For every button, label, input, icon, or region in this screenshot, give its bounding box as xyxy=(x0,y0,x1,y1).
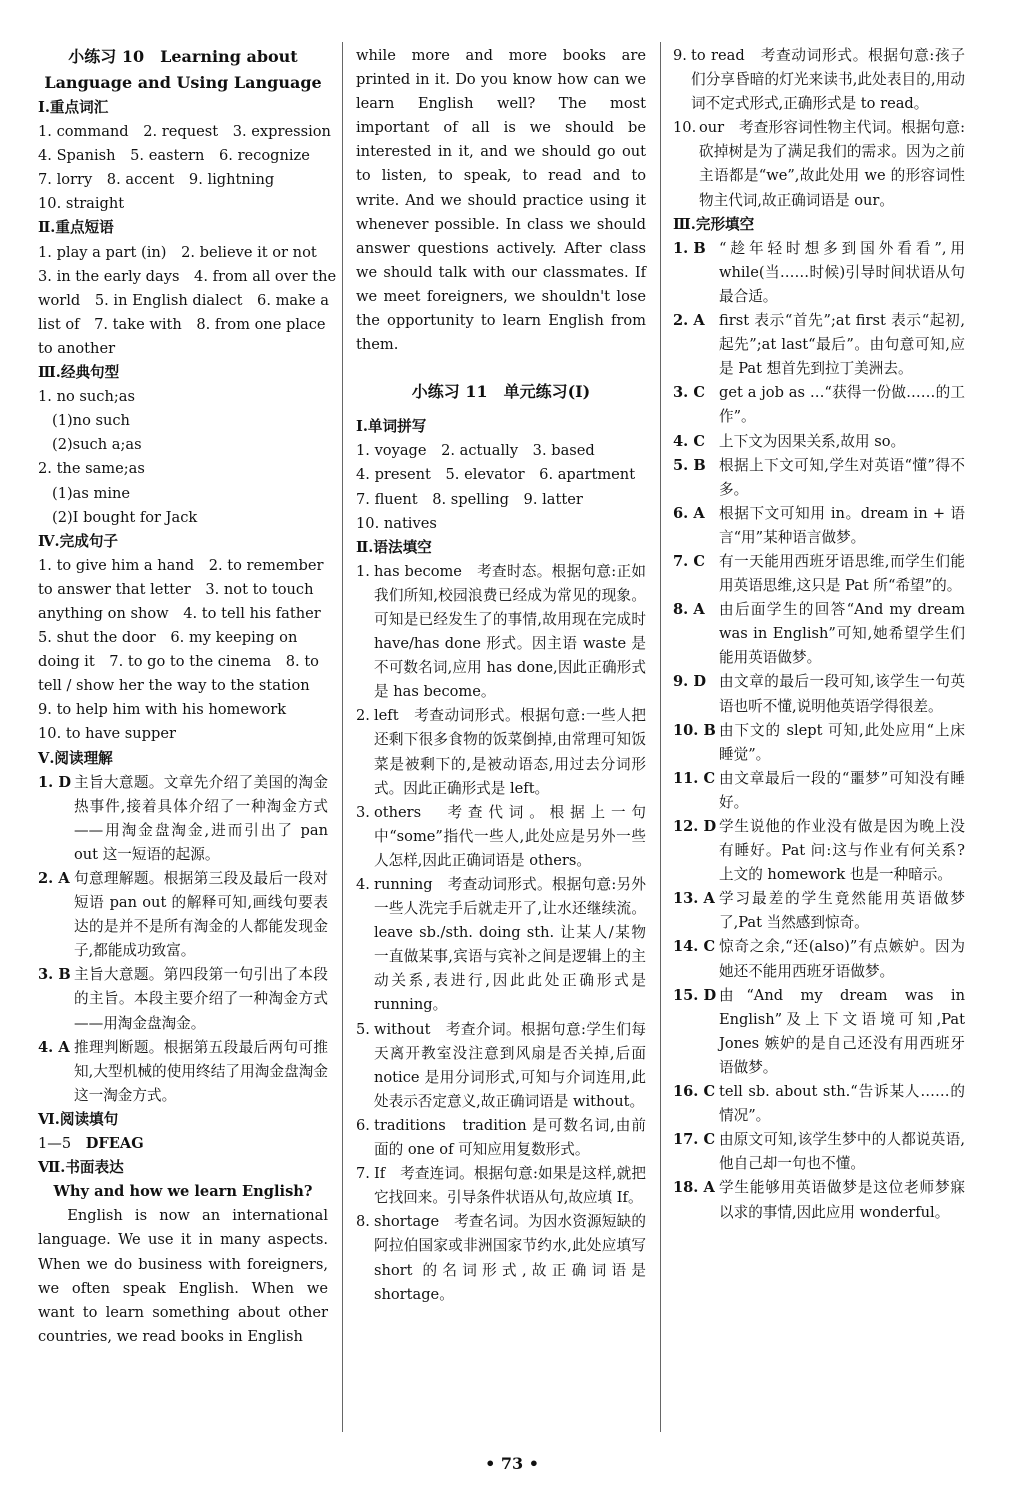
answer-line: world 5. in English dialect 6. make a xyxy=(38,291,329,309)
cloze-answer xyxy=(673,984,965,1080)
answer-line: 2. the same;as xyxy=(38,460,145,478)
column-3 xyxy=(673,44,965,1225)
cloze-answer xyxy=(673,430,965,454)
answer-line: 1. to give him a hand 2. to remember xyxy=(38,556,324,574)
cloze-answer xyxy=(673,719,965,767)
answer-line: 3. in the early days 4. from all over the xyxy=(38,267,337,285)
answer-line: anything on show 4. to tell his father xyxy=(38,604,321,622)
answer-line: (1)as mine xyxy=(52,484,131,502)
answer-line: 1. command 2. request 3. expression xyxy=(38,123,331,141)
answer-explanation: 惊奇之余,“还(also)”有点嫉妒。因为她还不能用西班牙语做梦。 xyxy=(719,938,965,980)
essay-paragraph: English is now an international language. We use it in many aspects. When we do business with foreigners, we often speak English. When we want to learn something about other countries, we read books in English xyxy=(38,1207,328,1345)
reading-answer xyxy=(38,963,328,1035)
grammar-answer xyxy=(673,44,965,116)
answer-number: 10. B xyxy=(673,721,716,739)
answer-number: 2. A xyxy=(673,312,705,330)
grammar-answer xyxy=(356,560,646,705)
answer-explanation: to read 考查动词形式。根据句意:孩子们分享昏暗的灯光来读书,此处表目的,用动词不定式形式,正确形式是 to read。 xyxy=(691,47,965,113)
answer-explanation: get a job as …“获得一份做……的工作”。 xyxy=(719,384,965,426)
answer-line: list of 7. take with 8. from one place xyxy=(38,315,326,333)
answer-explanation: 学生说他的作业没有做是因为晚上没有睡好。Pat 问:这与作业有何关系? 上文的 homework 也是一种暗示。 xyxy=(719,818,965,884)
essay-title: Why and how we learn English? xyxy=(53,1183,313,1201)
answer-explanation: 学习最差的学生竟然能用英语做梦了,Pat 当然感到惊奇。 xyxy=(719,890,965,932)
grammar-answer xyxy=(356,801,646,873)
answer-explanation: without 考查介词。根据句意:学生们每天离开教室没注意到风扇是否关掉,后面 notice 是用分词形式,可知与介词连用,此处表示否定意义,故正确词语是 without。 xyxy=(374,1020,646,1110)
cloze-answer xyxy=(673,1128,965,1176)
grammar-answer xyxy=(356,1162,646,1210)
answer-number: 2. A xyxy=(38,870,70,887)
answer-explanation: 根据下文可知用 in。dream in + 语言“用”某种语言做梦。 xyxy=(719,504,965,546)
answer-line: 10. straight xyxy=(38,195,125,213)
answer-number: 12. D xyxy=(673,818,717,835)
answer-explanation: 由“And my dream was in English”及上下文语境可知,Pat Jones 嫉妒的是自己还没有用西班牙语做梦。 xyxy=(719,986,965,1076)
section-heading: Ⅲ.经典句型 xyxy=(38,364,120,382)
section-heading: Ⅳ.完成句子 xyxy=(38,532,119,550)
answer-number: 5. xyxy=(356,1020,370,1038)
answer-explanation: 主旨大意题。文章先介绍了美国的淘金热事件,接着具体介绍了一种淘金方式——用淘金盘淘金,进而引出了 pan out 这一短语的起源。 xyxy=(74,773,328,863)
answer-line: 9. to help him with his homework xyxy=(38,701,287,719)
answer-number: 1. B xyxy=(673,239,706,257)
cloze-answer xyxy=(673,454,965,502)
cloze-answer xyxy=(673,237,965,309)
answer-number: 3. C xyxy=(673,384,705,402)
answer-explanation: 由文章的最后一段可知,该学生一句英语也听不懂,说明他英语学得很差。 xyxy=(719,673,965,715)
answer-line: to another xyxy=(38,339,116,357)
answer-number: 4. A xyxy=(38,1038,70,1056)
answer-explanation: 上下文为因果关系,故用 so。 xyxy=(719,432,906,450)
answer-line xyxy=(38,1132,328,1156)
answer-number: 2. xyxy=(356,707,370,725)
reading-answer xyxy=(38,1036,328,1108)
answer-line: 10. natives xyxy=(356,514,437,532)
answer-number: 1. D xyxy=(38,773,71,791)
section-heading: Ⅰ.重点词汇 xyxy=(38,99,109,116)
cloze-answer xyxy=(673,767,965,815)
column-divider xyxy=(660,42,661,1432)
answer-number: 18. A xyxy=(673,1179,715,1197)
answer-explanation: 由后面学生的回答“And my dream was in English”可知,她希望学生们能用英语做梦。 xyxy=(719,601,965,667)
answer-explanation: 根据上下文可知,学生对英语“懂”得不多。 xyxy=(719,456,965,498)
answer-number: 1. xyxy=(356,562,370,580)
answer-line: 4. Spanish 5. eastern 6. recognize xyxy=(38,147,310,165)
answer-explanation: 由原文可知,该学生梦中的人都说英语,他自己却一句也不懂。 xyxy=(719,1131,965,1173)
column-divider xyxy=(342,42,343,1432)
cloze-answer xyxy=(673,502,965,550)
answer-explanation: 由下文的 slept 可知,此处应用“上床睡觉”。 xyxy=(719,721,965,763)
grammar-answer xyxy=(356,873,646,1018)
section-heading: Ⅲ.完形填空 xyxy=(673,215,755,233)
answer-line: tell / show her the way to the station xyxy=(38,677,310,695)
answer-line: (2)such a;as xyxy=(52,436,142,454)
answer-line: to answer that letter 3. not to touch xyxy=(38,580,314,598)
grammar-answer xyxy=(356,1210,646,1306)
answer-explanation: 有一天能用西班牙语思维,而学生们能用英语思维,这只是 Pat 所“希望”的。 xyxy=(719,552,965,595)
section-heading: Ⅱ.重点短语 xyxy=(38,219,114,237)
answer-explanation: running 考查动词形式。根据句意:另外一些人洗完手后就走开了,让水还继续流。leave sb./sth. doing sth. 让某人/某物一直做某事,宾语与宾补之间是逻辑上的主动关系,表进行,因此此处正确形式是 running。 xyxy=(374,876,646,1014)
cloze-answer xyxy=(673,381,965,429)
grammar-answer xyxy=(673,116,965,212)
grammar-answer xyxy=(356,1018,646,1114)
answer-line: 1. play a part (in) 2. believe it or not xyxy=(38,243,317,261)
answer-number: 7. xyxy=(356,1165,370,1183)
cloze-answer xyxy=(673,670,965,718)
answer-explanation: “趁年轻时想多到国外看看”,用 while(当……时候)引导时间状语从句最合适。 xyxy=(719,239,965,305)
answer-explanation: others 考查代词。根据上一句中“some”指代一些人,此处应是另外一些人怎样,因此正确词语是 others。 xyxy=(374,803,646,869)
reading-answer xyxy=(38,771,328,867)
answer-explanation: left 考查动词形式。根据句意:一些人把还剩下很多食物的饭菜倒掉,由常理可知饭菜是被剩下的,是被动语态,用过去分词形式。因此正确形式是 left。 xyxy=(374,707,646,797)
answer-letters: DFEAG xyxy=(85,1135,144,1153)
answer-explanation: 学生能够用英语做梦是这位老师梦寐以求的事情,因此应用 wonderful。 xyxy=(719,1179,965,1221)
answer-explanation: traditions tradition 是可数名词,由前面的 one of 可知应用复数形式。 xyxy=(374,1116,646,1159)
section-heading: Ⅵ.阅读填句 xyxy=(38,1110,119,1128)
answer-number: 6. xyxy=(356,1116,370,1134)
cloze-answer xyxy=(673,309,965,381)
answer-number: 8. xyxy=(356,1213,370,1231)
exercise-10-title: 小练习 10 Learning about xyxy=(68,47,298,66)
exercise-11-title: 小练习 11 单元练习(Ⅰ) xyxy=(411,382,591,402)
answer-explanation: has become 考查时态。根据句意:正如我们所知,校园浪费已经成为常见的现象。可知是已经发生了的事情,故用现在完成时 have/has done 形式。因主语 waste 是不可数名词,应用 has done,因此正确形式是 has become。 xyxy=(374,562,646,701)
answer-explanation: first 表示“首先”;at first 表示“起初,起先”;at last“最后”。由句意可知,应是 Pat 想首先到拉丁美洲去。 xyxy=(719,312,965,378)
answer-explanation: 主旨大意题。第四段第一句引出了本段的主旨。本段主要介绍了一种淘金方式——用淘金盘淘金。 xyxy=(74,966,328,1032)
answer-explanation: 句意理解题。根据第三段及最后一段对短语 pan out 的解释可知,画线句要表达的是并不是所有淘金的人都能发现金子,都能成功致富。 xyxy=(74,870,328,960)
answer-number: 6. A xyxy=(673,504,705,522)
answer-number: 8. A xyxy=(673,601,705,619)
cloze-answer xyxy=(673,935,965,983)
answer-number: 4. C xyxy=(673,432,705,450)
answer-number: 4. xyxy=(356,876,370,893)
answer-number: 15. D xyxy=(673,986,717,1004)
cloze-answer xyxy=(673,1176,965,1224)
cloze-answer xyxy=(673,598,965,670)
answer-number: 3. B xyxy=(38,966,71,984)
cloze-answer xyxy=(673,815,965,887)
cloze-answer xyxy=(673,887,965,935)
answer-number: 14. C xyxy=(673,938,716,956)
answer-explanation: tell sb. about sth.“告诉某人……的情况”。 xyxy=(719,1083,965,1125)
cloze-answer xyxy=(673,550,965,598)
column-2 xyxy=(356,44,646,1307)
answer-line: (2)I bought for Jack xyxy=(52,508,198,526)
section-heading: Ⅴ.阅读理解 xyxy=(38,749,113,767)
answer-line: 10. to have supper xyxy=(38,725,176,743)
cloze-answer xyxy=(673,1080,965,1128)
column-1 xyxy=(38,44,337,1349)
answer-explanation: our 考查形容词性物主代词。根据句意:砍掉树是为了满足我们的需求。因为之前主语都是“we”,故此处用 we 的形容词性物主代词,故正确词语是 our。 xyxy=(699,119,965,209)
section-heading: Ⅱ.语法填空 xyxy=(356,538,432,556)
answer-number: 10. xyxy=(673,119,697,137)
answer-explanation: If 考查连词。根据句意:如果是这样,就把它找回来。引导条件状语从句,故应填 If。 xyxy=(374,1165,646,1207)
answer-number: 16. C xyxy=(673,1083,716,1101)
answer-number: 9. xyxy=(673,47,687,64)
section-heading: Ⅰ.单词拼写 xyxy=(356,418,427,436)
page-number: • 73 • xyxy=(485,1454,539,1473)
grammar-answer xyxy=(356,704,646,800)
answer-number: 7. C xyxy=(673,552,705,570)
section-heading: Ⅶ.书面表达 xyxy=(38,1159,124,1177)
answer-line: 7. lorry 8. accent 9. lightning xyxy=(38,171,275,189)
answer-number: 3. xyxy=(356,803,370,821)
answer-number: 17. C xyxy=(673,1131,716,1149)
answer-number: 9. D xyxy=(673,673,706,691)
answer-explanation: shortage 考查名词。为因水资源短缺的阿拉伯国家或非洲国家节约水,此处应填写 short 的名词形式,故正确词语是 shortage。 xyxy=(374,1213,646,1303)
answer-line: 5. shut the door 6. my keeping on xyxy=(38,629,298,647)
reading-answer xyxy=(38,867,328,963)
answer-line: doing it 7. to go to the cinema 8. to xyxy=(38,653,319,671)
answer-line: 1. voyage 2. actually 3. based xyxy=(356,442,595,460)
answer-number: 11. C xyxy=(673,769,716,787)
answer-explanation: 由文章最后一段的“噩梦”可知没有睡好。 xyxy=(719,769,965,811)
essay-paragraph: while more and more books are printed in it. Do you know how can we learn English well? The most important of all is we should be interested in it, and we should go out to listen, to speak, to read and to write. And we should practice using it whenever possible. In class we should answer questions actively. After class we should talk with our classmates. If we meet foreigners, we shouldn't lose the opportunity to learn English from them. xyxy=(356,47,646,354)
answer-explanation: 推理判断题。根据第五段最后两句可推知,大型机械的使用终结了用淘金盘淘金这一淘金方式。 xyxy=(74,1038,328,1104)
answer-line: 4. present 5. elevator 6. apartment xyxy=(356,466,636,484)
answer-line: 1. no such;as xyxy=(38,388,135,406)
answer-line: (1)no such xyxy=(52,412,130,430)
answer-range: 1—5 xyxy=(38,1135,72,1153)
exercise-10-subtitle: Language and Using Language xyxy=(44,73,322,92)
answer-number: 13. A xyxy=(673,890,715,908)
grammar-answer xyxy=(356,1114,646,1162)
answer-number: 5. B xyxy=(673,456,706,474)
answer-line: 7. fluent 8. spelling 9. latter xyxy=(356,490,583,508)
